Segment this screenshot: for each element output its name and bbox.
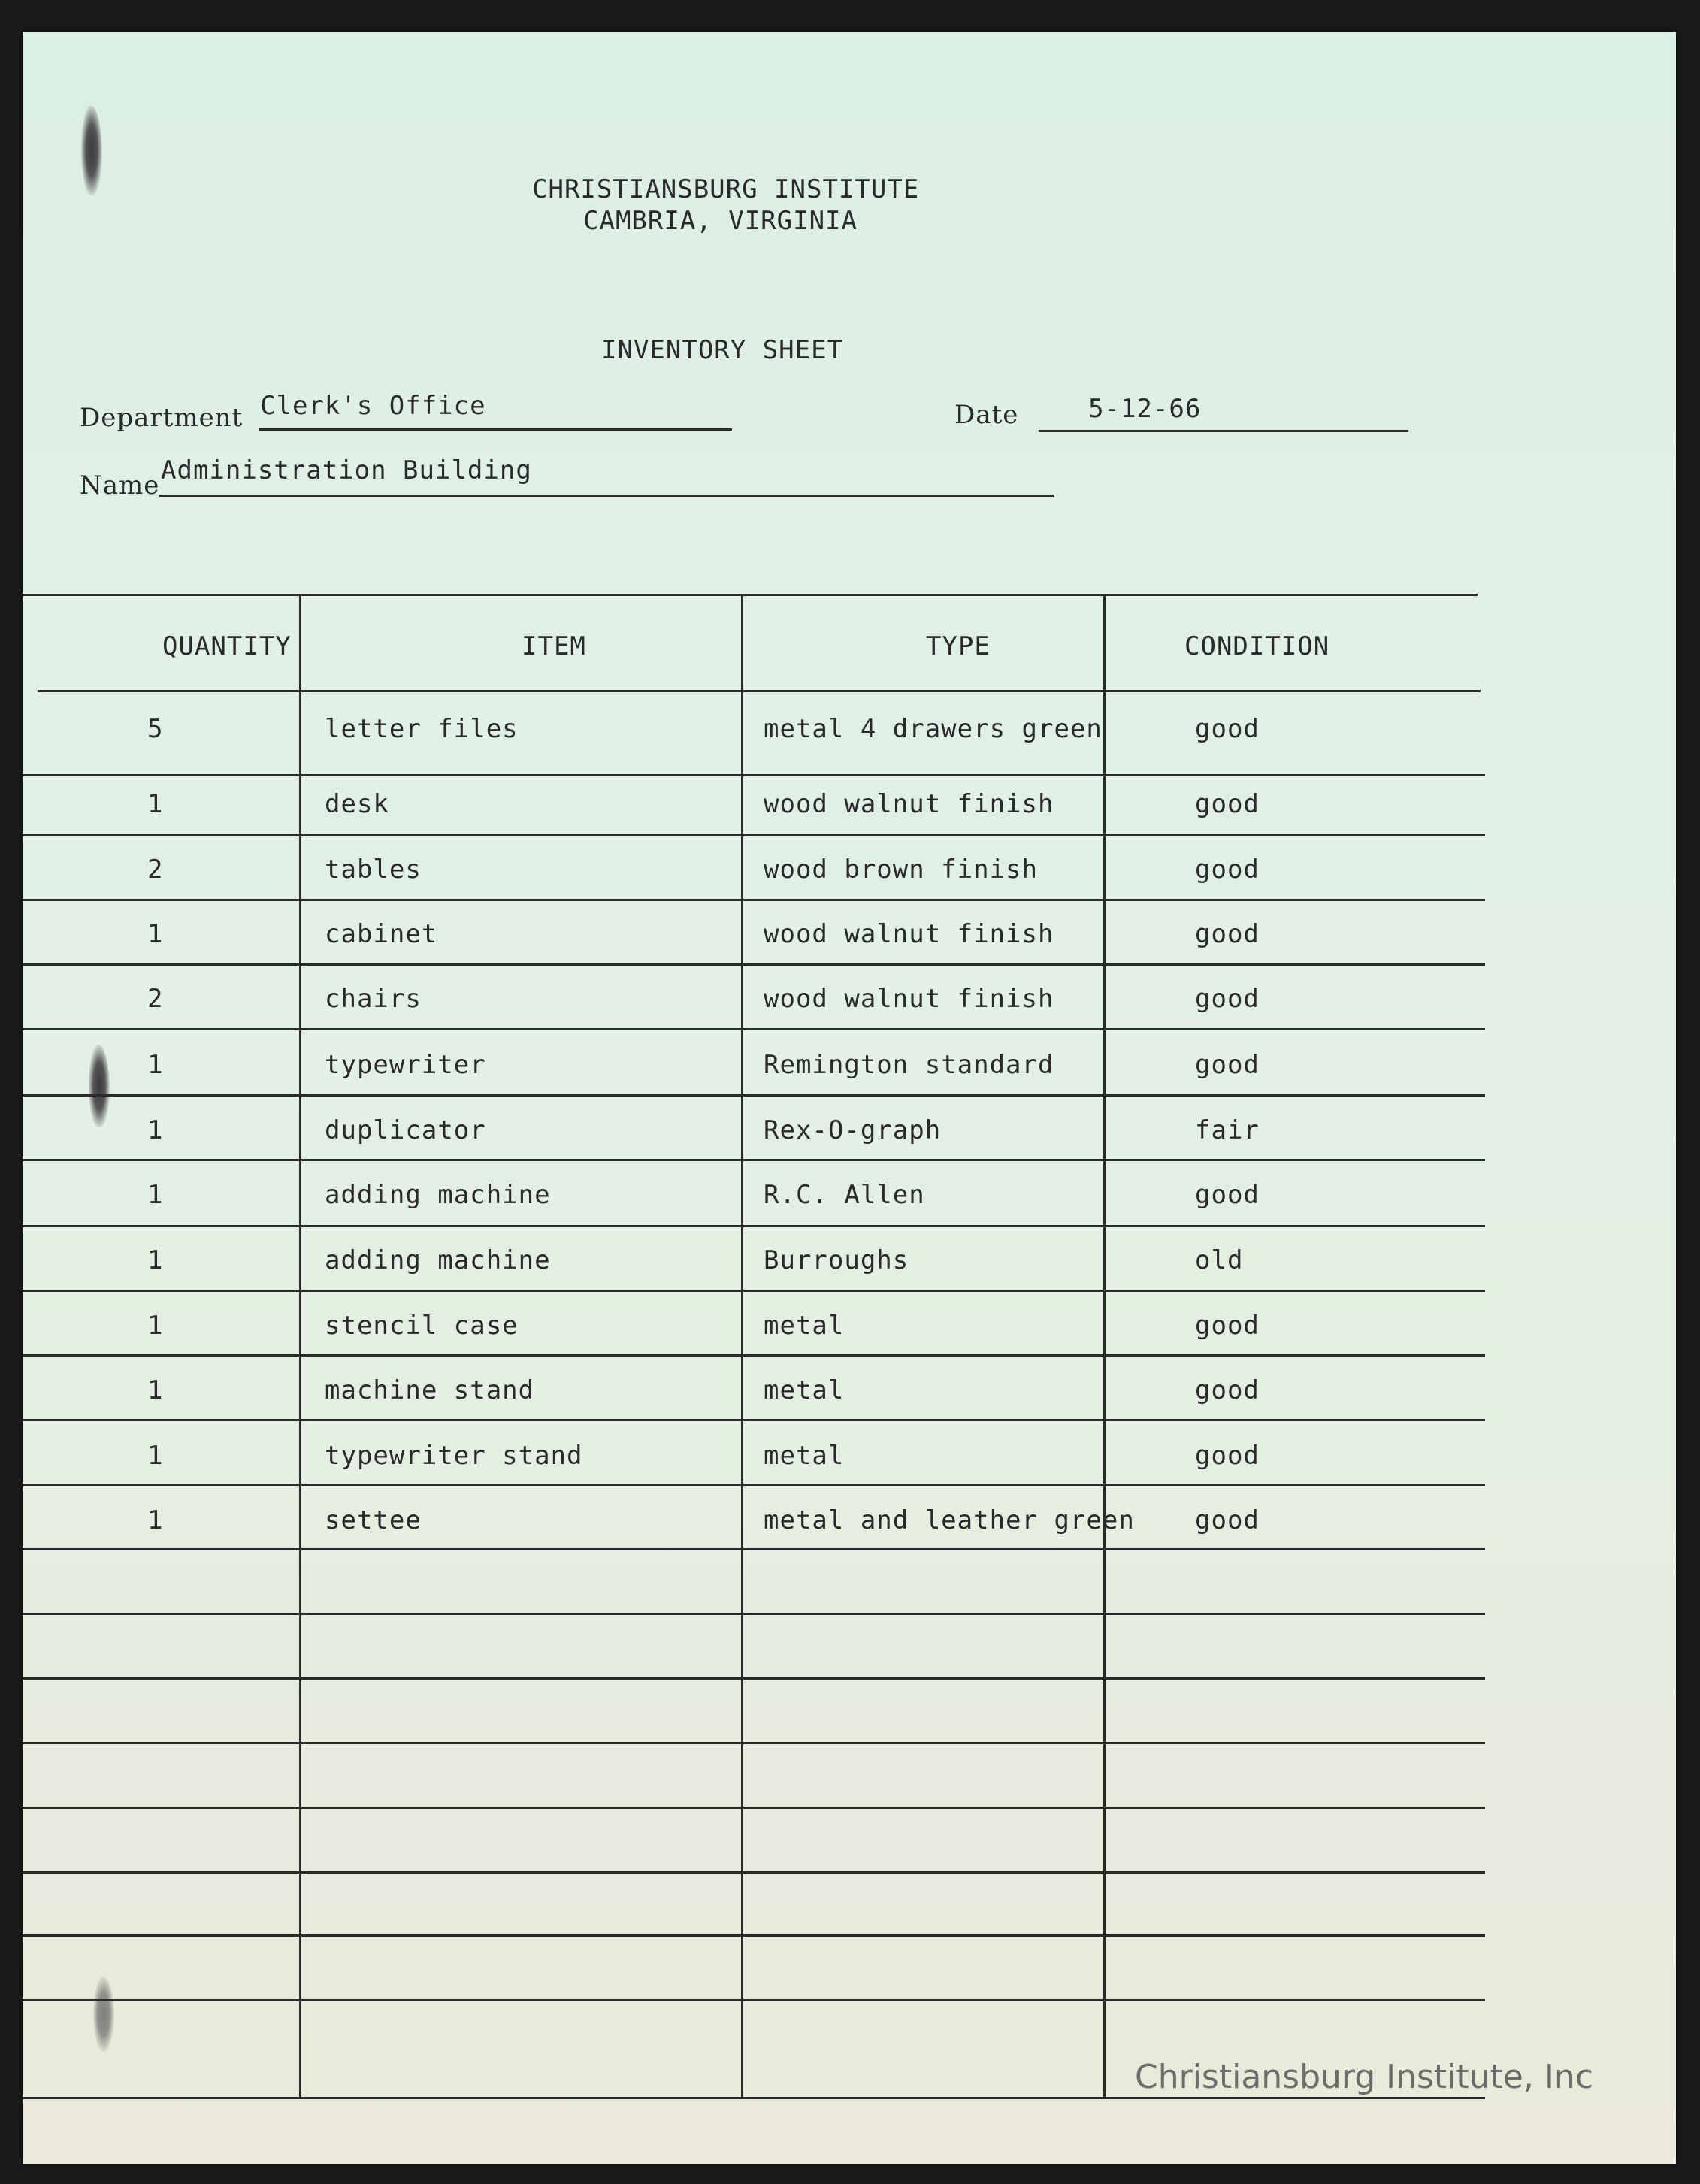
cell-type: R.C. Allen [764,1180,925,1210]
cell-condition: good [1195,919,1260,949]
cell-condition: good [1195,1505,1260,1535]
row-divider [23,1094,1485,1097]
cell-quantity: 1 [147,1375,164,1405]
date-underline [1039,430,1408,432]
row-divider [23,1742,1485,1744]
column-header-quantity: QUANTITY [162,631,292,661]
cell-type: Remington standard [764,1050,1054,1080]
row-divider [23,1999,1485,2001]
row-divider [23,1548,1485,1550]
column-header-condition: CONDITION [1184,631,1330,661]
cell-type: Burroughs [764,1245,909,1275]
cell-type: wood walnut finish [764,789,1054,819]
cell-type: metal [764,1311,845,1341]
cell-condition: fair [1195,1115,1260,1145]
cell-quantity: 1 [147,789,164,819]
cell-quantity: 2 [147,855,164,885]
cell-condition: good [1195,714,1260,744]
row-divider [23,899,1485,901]
cell-quantity: 1 [147,1311,164,1341]
date-label: Date [954,400,1019,430]
cell-condition: good [1195,789,1260,819]
row-divider [23,1677,1485,1680]
cell-item: machine stand [325,1375,535,1405]
watermark: Christiansburg Institute, Inc [1135,2058,1593,2096]
row-divider [23,834,1485,836]
table-top-border [23,594,1478,596]
row-divider [23,1807,1485,1809]
row-divider [23,1613,1485,1615]
department-label: Department [80,403,244,433]
cell-type: wood walnut finish [764,919,1054,949]
row-divider [23,1419,1485,1421]
name-label: Name [80,470,160,501]
cell-condition: good [1195,1375,1260,1405]
row-divider [23,1159,1485,1161]
cell-item: desk [325,789,389,819]
cell-quantity: 1 [147,1505,164,1535]
cell-item: duplicator [325,1115,486,1145]
cell-item: tables [325,855,422,885]
row-divider [23,2097,1485,2099]
cell-condition: good [1195,855,1260,885]
cell-type: wood walnut finish [764,984,1054,1014]
institution-name: CHRISTIANSBURG INSTITUTE [532,174,920,204]
department-underline [259,428,732,431]
row-divider [23,963,1485,966]
cell-item: settee [325,1505,422,1535]
row-divider [23,1871,1485,1874]
cell-type: Rex-O-graph [764,1115,942,1145]
cell-item: typewriter [325,1050,486,1080]
name-underline [159,495,1054,497]
sheet-title: INVENTORY SHEET [601,335,844,365]
cell-quantity: 1 [147,1115,164,1145]
row-divider [23,1290,1485,1292]
name-value: Administration Building [161,455,532,486]
row-divider [23,1354,1485,1357]
row-divider [23,1934,1485,1937]
cell-quantity: 2 [147,984,164,1014]
row-divider [23,774,1485,776]
cell-condition: good [1195,984,1260,1014]
cell-condition: good [1195,1441,1260,1471]
column-header-item: ITEM [522,631,586,661]
cell-item: typewriter stand [325,1441,583,1471]
row-divider [23,1028,1485,1030]
column-header-type: TYPE [926,631,991,661]
cell-quantity: 1 [147,1441,164,1471]
cell-condition: good [1195,1311,1260,1341]
cell-condition: good [1195,1050,1260,1080]
institution-location: CAMBRIA, VIRGINIA [583,206,858,236]
cell-quantity: 1 [147,919,164,949]
cell-item: stencil case [325,1311,519,1341]
row-divider [23,1484,1485,1486]
cell-item: cabinet [325,919,438,949]
inventory-sheet [23,32,1676,2164]
cell-type: wood brown finish [764,855,1038,885]
cell-type: metal [764,1375,845,1405]
cell-item: adding machine [325,1245,551,1275]
department-value: Clerk's Office [260,391,486,421]
cell-condition: old [1195,1245,1244,1275]
cell-item: chairs [325,984,422,1014]
cell-quantity: 1 [147,1180,164,1210]
row-divider [23,1225,1485,1227]
table-header-border [38,690,1481,692]
date-value: 5-12-66 [1088,394,1202,424]
cell-item: letter files [325,714,519,744]
cell-type: metal and leather green [764,1505,1135,1535]
cell-condition: good [1195,1180,1260,1210]
cell-quantity: 5 [147,714,164,744]
cell-quantity: 1 [147,1050,164,1080]
cell-quantity: 1 [147,1245,164,1275]
cell-type: metal [764,1441,845,1471]
cell-type: metal 4 drawers green [764,714,1103,744]
cell-item: adding machine [325,1180,551,1210]
